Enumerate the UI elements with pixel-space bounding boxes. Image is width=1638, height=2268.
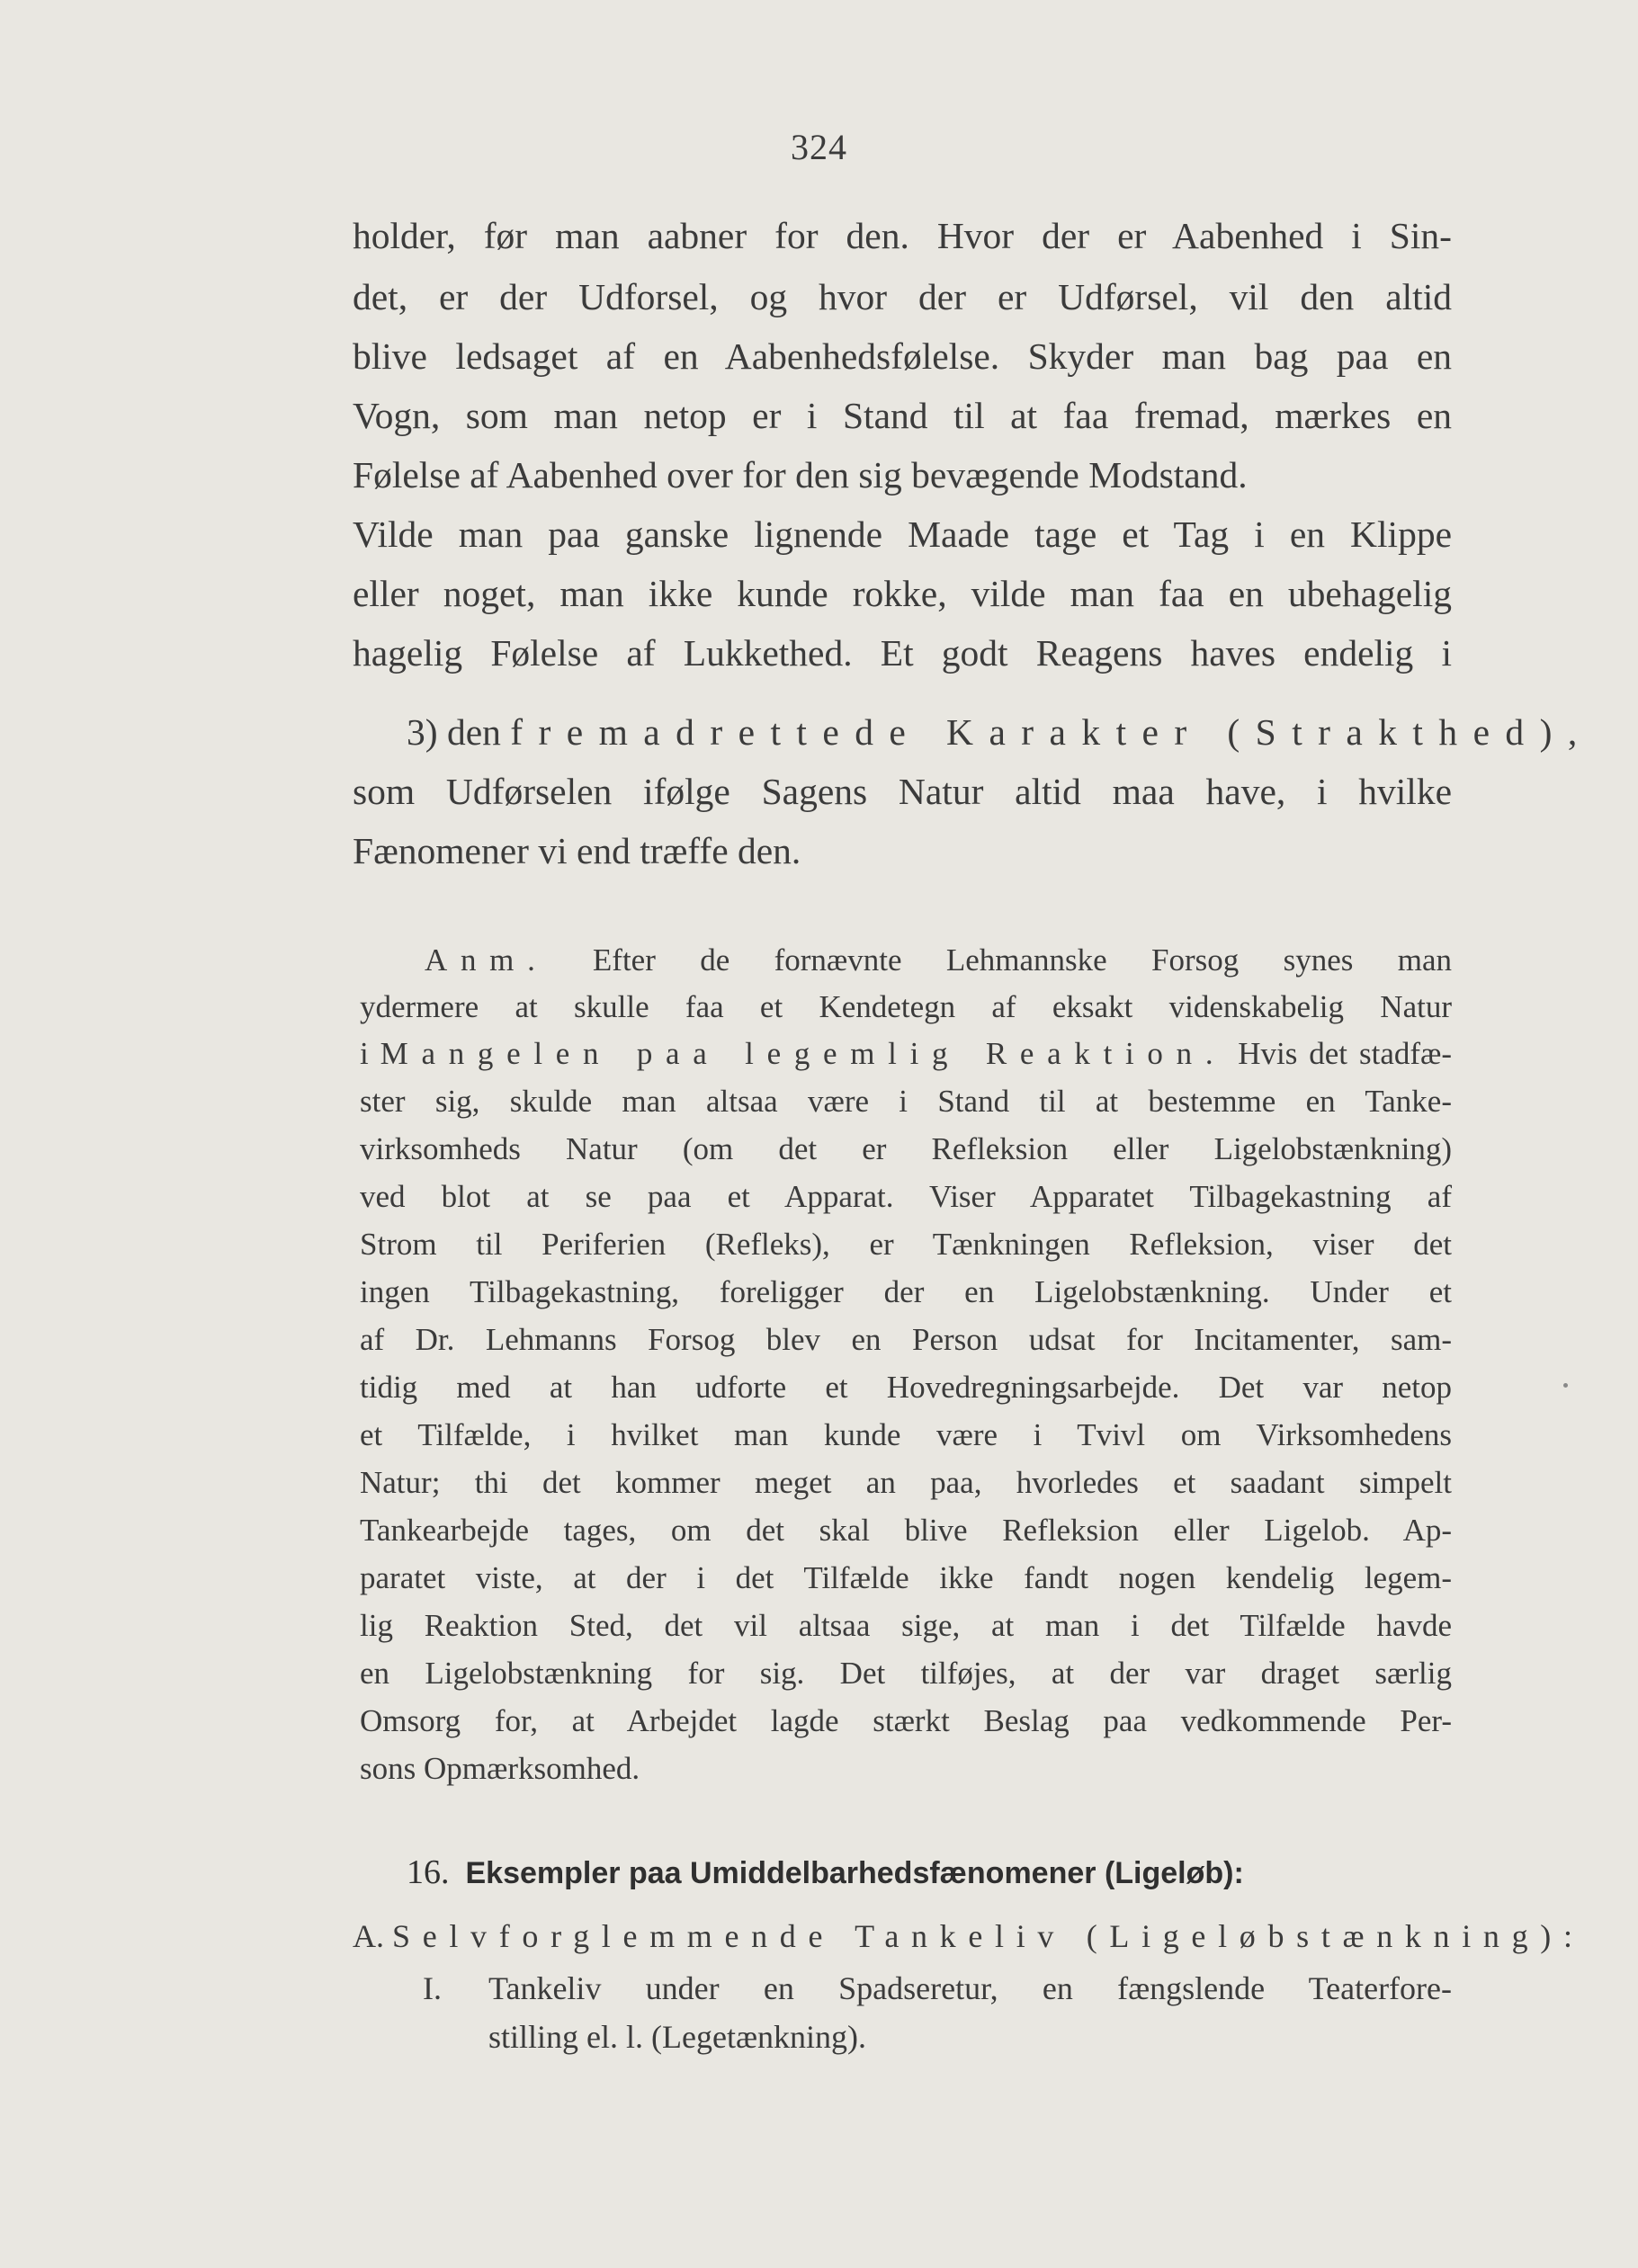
page-number: 324 [791, 127, 847, 167]
text-line: Følelse af Aabenhed over for den sig bevægende Modstand. [353, 454, 1248, 496]
item-3-prefix: 3) den [407, 711, 501, 753]
note-line: af Dr. Lehmanns Forsog blev en Person udsat for Incitamenter, sam- [360, 1322, 1452, 1357]
note-line: paratet viste, at der i det Tilfælde ikke fandt nogen kendelig legem- [360, 1560, 1452, 1595]
text-line: Vilde man paa ganske lignende Maade tage et Tag i en Klippe [353, 513, 1452, 555]
note-line: ved blot at se paa et Apparat. Viser Apparatet Tilbagekastning af [360, 1179, 1452, 1214]
text-line: det, er der Udforsel, og hvor der er Udførsel, vil den altid [353, 276, 1452, 317]
note-line: ingen Tilbagekastning, foreligger der en Ligelobstænkning. Under et [360, 1274, 1452, 1309]
note-line: virksomheds Natur (om det er Refleksion eller Ligelobstænkning) [360, 1131, 1452, 1166]
note-line3-spaced: Mangelen paa legemlig Reaktion. [380, 1036, 1227, 1071]
note-line: Omsorg for, at Arbejdet lagde stærkt Beslag paa vedkommende Per- [360, 1703, 1452, 1738]
note-label: Anm. [425, 942, 549, 978]
item-i-numeral: I. [423, 1970, 442, 2006]
note-line: ydermere at skulle faa et Kendetegn af eksakt videnskabelig Natur [360, 989, 1452, 1024]
note-line: Tankearbejde tages, om det skal blive Refleksion eller Ligelob. Ap- [360, 1513, 1452, 1548]
note-line: et Tilfælde, i hvilket man kunde være i Tvivl om Virksomhedens [360, 1417, 1452, 1452]
note-line: Natur; thi det kommer meget an paa, hvorledes et saadant simpelt [360, 1465, 1452, 1500]
subsection-a-title: Selvforglemmende Tankeliv (Ligeløbstænkning): [392, 1918, 1585, 1954]
page-speck [1563, 1383, 1568, 1388]
note-line [425, 942, 1452, 978]
text-line: Fænomener vi end træffe den. [353, 830, 801, 871]
text-line: hagelig Følelse af Lukkethed. Et godt Reagens haves endelig i [353, 632, 1452, 674]
note-line: sons Opmærksomhed. [360, 1751, 640, 1786]
text-line: eller noget, man ikke kunde rokke, vilde man faa en ubehagelig [353, 573, 1452, 614]
text-line: blive ledsaget af en Aabenhedsfølelse. Skyder man bag paa en [353, 335, 1452, 377]
section-title: Eksempler paa Umiddelbarhedsfænomener (Ligeløb): [465, 1856, 1244, 1890]
note-line: Strom til Periferien (Refleks), er Tænkningen Refleksion, viser det [360, 1227, 1452, 1262]
note-line [360, 1036, 1452, 1072]
text-line: som Udførselen ifølge Sagens Natur altid maa have, i hvilke [353, 771, 1452, 812]
note-line: lig Reaktion Sted, det vil altsaa sige, at man i det Tilfælde havde [360, 1608, 1452, 1643]
item-3-spaced: fremadrettede Karakter (Strakthed), [510, 711, 1593, 753]
note-line: tidig med at han udforte et Hovedregningsarbejde. Det var netop [360, 1370, 1452, 1405]
note-first-line: Efter de fornævnte Lehmannske Forsog synes man [592, 942, 1452, 978]
item-3-line [407, 710, 1593, 754]
note-line3-prefix: i [360, 1036, 369, 1071]
note-line: en Ligelobstænkning for sig. Det tilføjes, at der var draget særlig [360, 1656, 1452, 1691]
subsection-a [353, 1917, 1585, 1955]
subsection-a-prefix: A. [353, 1918, 384, 1954]
text-line: holder, før man aabner for den. Hvor der er Aabenhed i Sin- [353, 215, 1452, 256]
note-line3-rest: Hvis det stadfæ- [1238, 1036, 1453, 1071]
text-line: Vogn, som man netop er i Stand til at faa fremad, mærkes en [353, 395, 1452, 436]
item-i-line1: Tankeliv under en Spadseretur, en fængslende Teaterfore- [488, 1970, 1452, 2006]
section-heading [407, 1853, 1244, 1892]
item-i-line2: stilling el. l. (Legetænkning). [488, 2019, 866, 2055]
note-line: ster sig, skulde man altsaa være i Stand til at bestemme en Tanke- [360, 1084, 1452, 1119]
section-number: 16. [407, 1853, 450, 1891]
